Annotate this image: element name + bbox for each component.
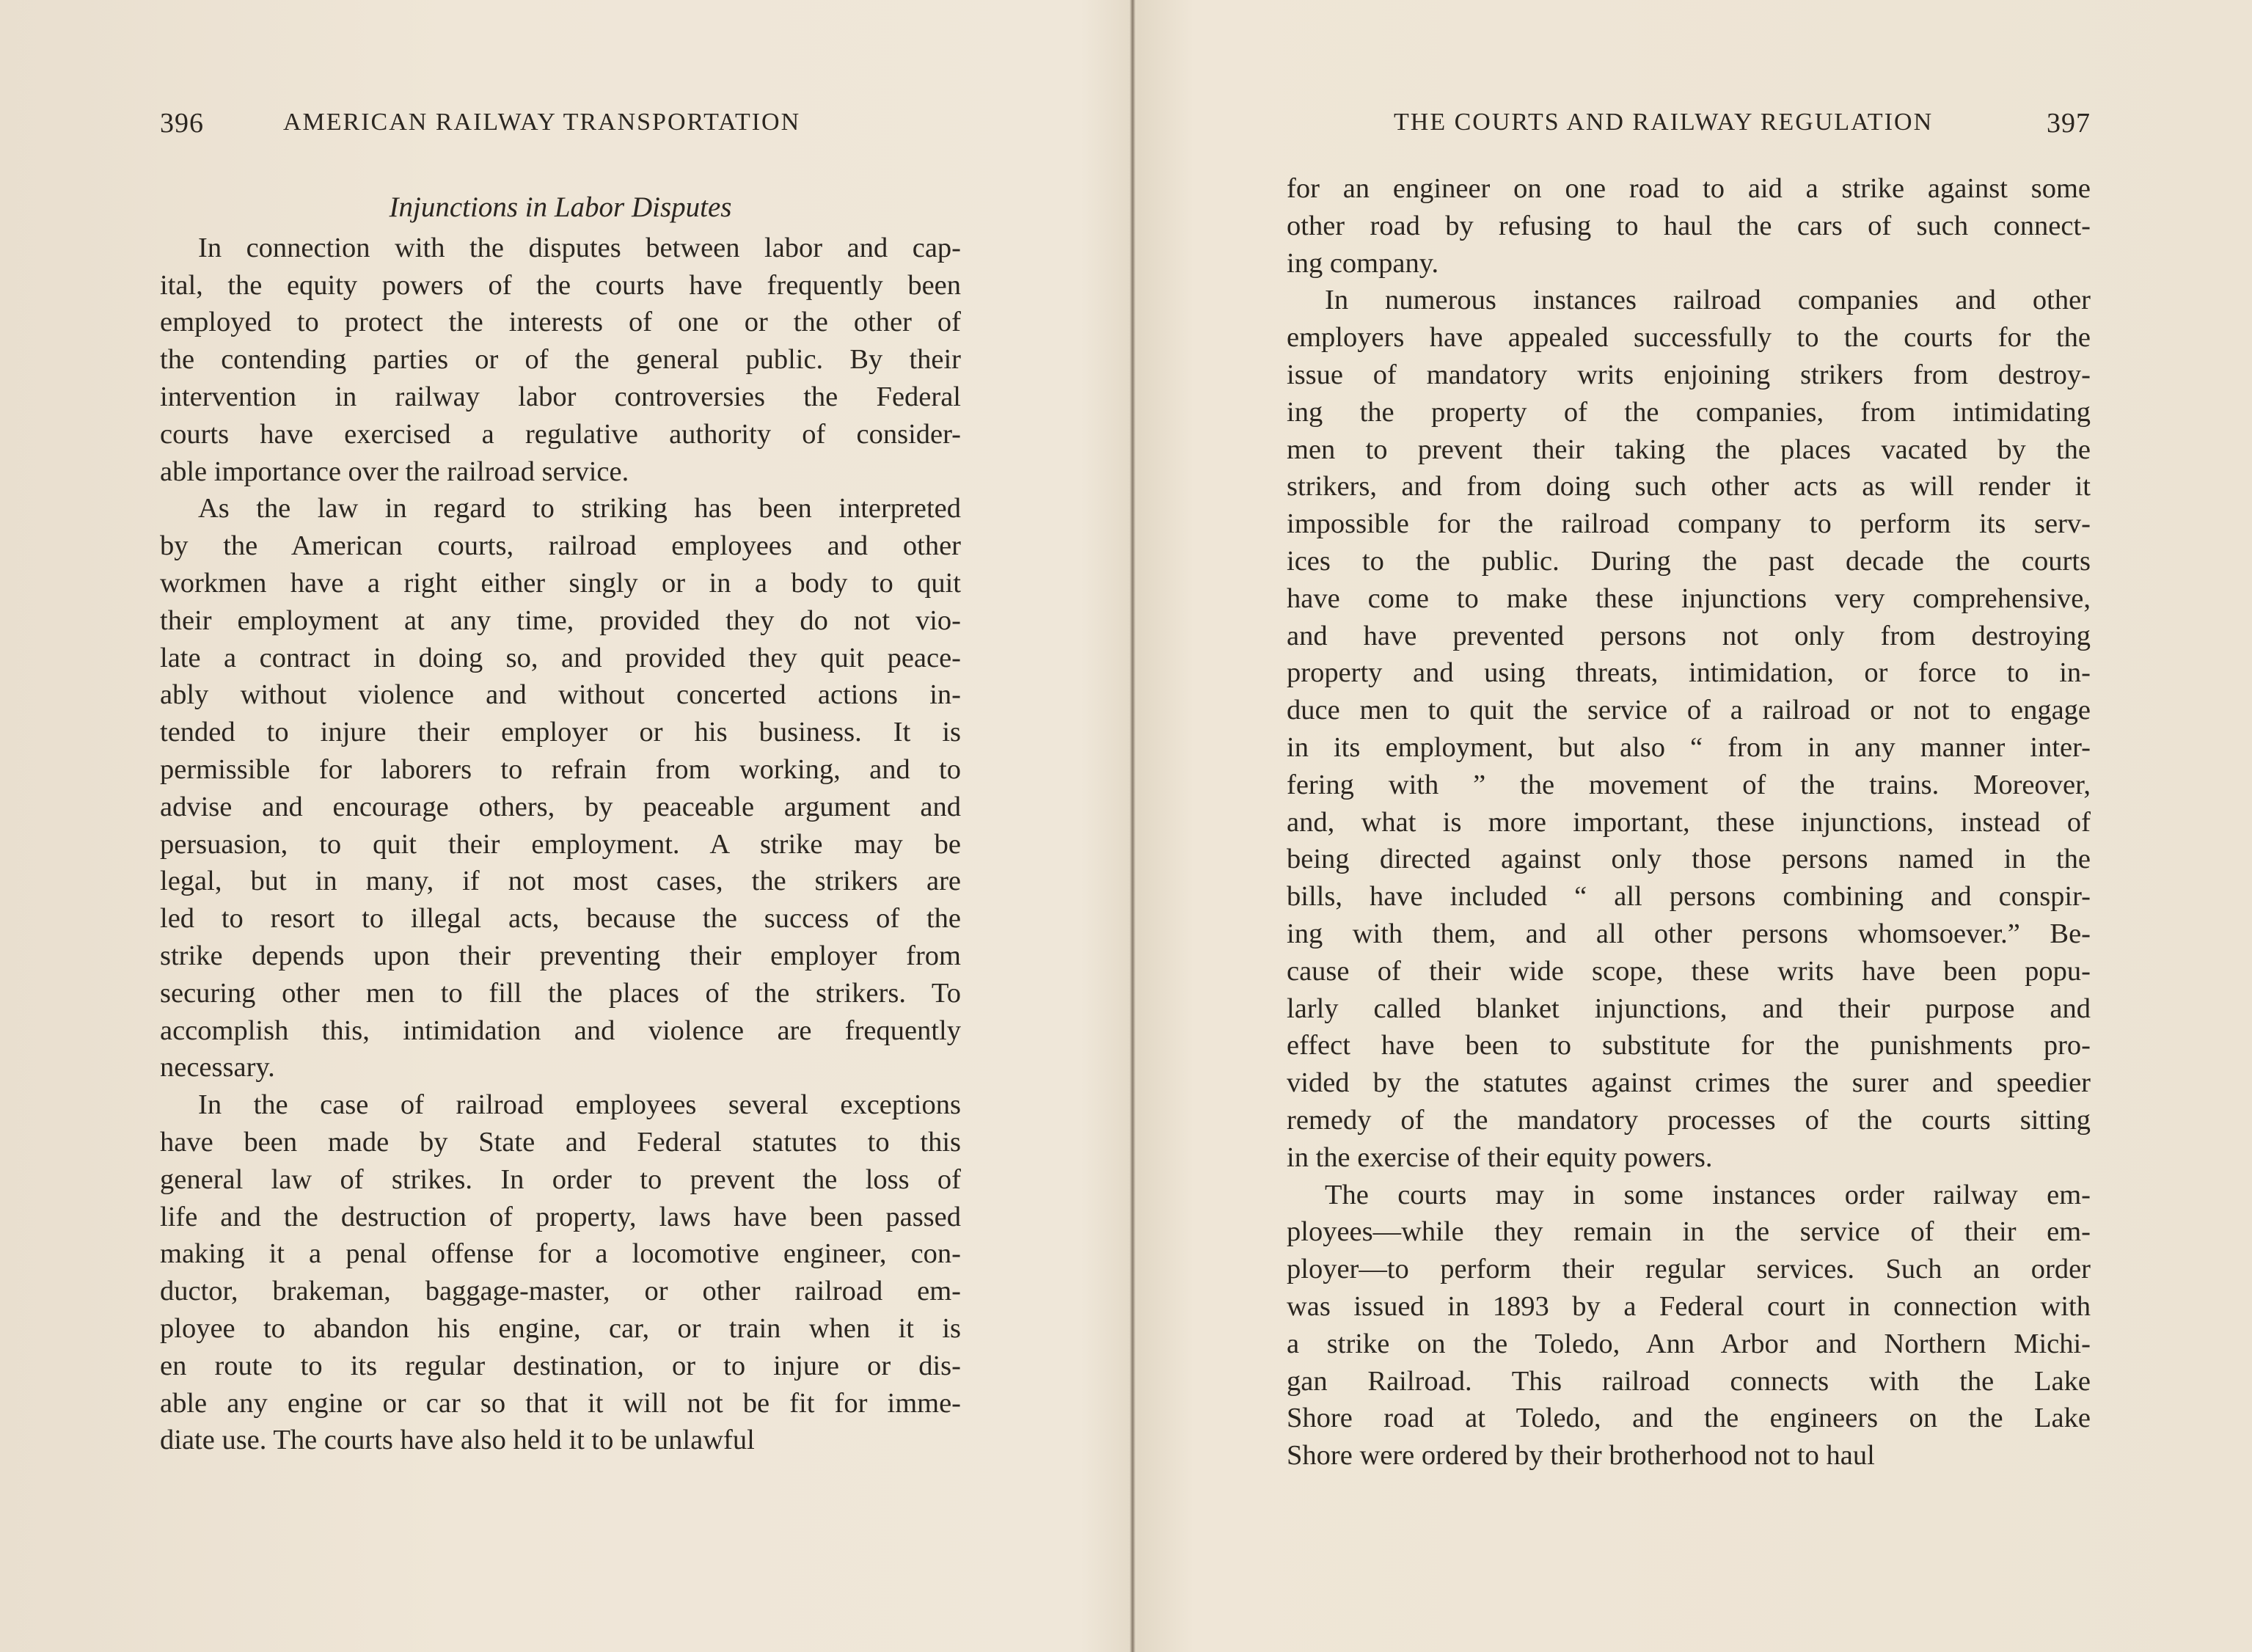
text-line: for an engineer on one road to aid a strike against some (1287, 173, 2091, 204)
text-line: vided by the statutes against crimes the surer and speedier (1287, 1067, 2091, 1099)
text-line: larly called blanket injunctions, and their purpose and (1287, 993, 2091, 1024)
text-line: ployees—while they remain in the service of their em- (1287, 1216, 2091, 1248)
text-line: impossible for the railroad company to perform its serv- (1287, 508, 2091, 540)
left-paragraphs (160, 230, 961, 1459)
text-line: ices to the public. During the past decade the courts (1287, 545, 2091, 577)
right-paragraphs (1287, 170, 2091, 1474)
text-line: property and using threats, intimidation, or force to in- (1287, 657, 2091, 689)
text-line: have been made by State and Federal statutes to this (160, 1126, 961, 1158)
text-line: ing company. (1287, 247, 1439, 279)
text-line: able any engine or car so that it will not be fit for imme- (160, 1387, 961, 1419)
text-line: diate use. The courts have also held it to be unlawful (160, 1425, 755, 1456)
text-line: necessary. (160, 1052, 275, 1083)
text-line: intervention in railway labor controversies the Federal (160, 381, 961, 412)
text-line: effect have been to substitute for the punishments pro- (1287, 1030, 2091, 1061)
text-line: have come to make these injunctions very comprehensive, (1287, 582, 2091, 614)
right-running-head (1287, 107, 2091, 139)
text-line: the contending parties or of the general public. By their (160, 344, 961, 376)
text-line: workmen have a right either singly or in a body to quit (160, 567, 961, 599)
section-heading: Injunctions in Labor Disputes (389, 191, 732, 223)
text-line: legal, but in many, if not most cases, the strikers are (160, 866, 961, 897)
text-line: In the case of railroad employees several exceptions (198, 1089, 961, 1121)
text-line: in the exercise of their equity powers. (1287, 1141, 1713, 1173)
text-line: strikers, and from doing such other acts as will render it (1287, 471, 2091, 502)
text-line: and, what is more important, these injunctions, instead of (1287, 806, 2091, 838)
text-line: late a contract in doing so, and provided they quit peace- (160, 642, 961, 673)
text-line: persuasion, to quit their employment. A strike may be (160, 828, 961, 860)
text-line: cause of their wide scope, these writs have been popu- (1287, 955, 2091, 987)
text-line: general law of strikes. In order to prevent the loss of (160, 1163, 961, 1195)
left-page (160, 0, 961, 1652)
text-line: other road by refusing to haul the cars of such connect- (1287, 210, 2091, 241)
text-line: making it a penal offense for a locomotive engineer, con- (160, 1238, 961, 1270)
paragraph (1287, 170, 2091, 282)
book-gutter (1130, 0, 1136, 1652)
text-line: a strike on the Toledo, Ann Arbor and Northern Michi- (1287, 1328, 2091, 1359)
text-line: ably without violence and without concerted actions in- (160, 679, 961, 711)
text-line: life and the destruction of property, laws have been passed (160, 1201, 961, 1232)
paragraph (160, 490, 961, 1086)
text-line: advise and encourage others, by peaceable argument and (160, 791, 961, 822)
text-line: The courts may in some instances order railway em- (1325, 1179, 2091, 1210)
text-line: tended to injure their employer or his business. It is (160, 717, 961, 748)
text-line: employers have appealed successfully to the courts for the (1287, 322, 2091, 354)
text-line: ing the property of the companies, from intimidating (1287, 396, 2091, 428)
text-line: their employment at any time, provided they do not vio- (160, 604, 961, 636)
text-line: and have prevented persons not only from destroying (1287, 620, 2091, 651)
right-page-body (1287, 170, 2091, 1474)
right-page (1287, 0, 2091, 1652)
left-running-title: AMERICAN RAILWAY TRANSPORTATION (283, 109, 801, 136)
text-line: gan Railroad. This railroad connects with the Lake (1287, 1365, 2091, 1397)
paragraph (1287, 1177, 2091, 1474)
left-page-number: 396 (160, 108, 204, 139)
text-line: permissible for laborers to refrain from working, and to (160, 753, 961, 785)
text-line: ployee to abandon his engine, car, or train when it is (160, 1312, 961, 1344)
text-line: in its employment, but also “ from in any manner inter- (1287, 731, 2091, 763)
text-line: en route to its regular destination, or to injure or dis- (160, 1350, 961, 1381)
text-line: by the American courts, railroad employees and other (160, 530, 961, 562)
left-running-head (160, 107, 961, 139)
paragraph (160, 230, 961, 491)
right-running-title: THE COURTS AND RAILWAY REGULATION (1394, 109, 1934, 136)
text-line: In numerous instances railroad companies and other (1325, 285, 2091, 316)
text-line: able importance over the railroad service. (160, 456, 629, 487)
paragraph (1287, 282, 2091, 1176)
text-line: In connection with the disputes between labor and cap- (198, 232, 961, 263)
text-line: Shore were ordered by their brotherhood not to haul (1287, 1440, 1875, 1472)
text-line: led to resort to illegal acts, because the success of the (160, 903, 961, 935)
text-line: ing with them, and all other persons whomsoever.” Be- (1287, 918, 2091, 949)
right-page-number: 397 (2047, 108, 2091, 139)
text-line: accomplish this, intimidation and violence are frequently (160, 1015, 961, 1046)
text-line: securing other men to fill the places of the strikers. To (160, 977, 961, 1009)
text-line: was issued in 1893 by a Federal court in connection with (1287, 1290, 2091, 1322)
text-line: ductor, brakeman, baggage-master, or other railroad em- (160, 1276, 961, 1307)
text-line: duce men to quit the service of a railroad or not to engage (1287, 695, 2091, 726)
text-line: bills, have included “ all persons combining and conspir- (1287, 881, 2091, 913)
text-line: strike depends upon their preventing their employer from (160, 940, 961, 971)
text-line: fering with ” the movement of the trains. Moreover, (1287, 769, 2091, 800)
text-line: men to prevent their taking the places vacated by the (1287, 434, 2091, 465)
text-line: courts have exercised a regulative authority of consider- (160, 418, 961, 450)
paragraph (160, 1086, 961, 1459)
text-line: employed to protect the interests of one or the other of (160, 307, 961, 338)
left-page-body (160, 173, 961, 1459)
text-line: remedy of the mandatory processes of the courts sitting (1287, 1104, 2091, 1136)
text-line: ployer—to perform their regular services. Such an order (1287, 1254, 2091, 1285)
text-line: Shore road at Toledo, and the engineers on the Lake (1287, 1403, 2091, 1434)
text-line: ital, the equity powers of the courts have frequently been (160, 269, 961, 301)
text-line: As the law in regard to striking has been interpreted (198, 493, 961, 525)
text-line: issue of mandatory writs enjoining strikers from destroy- (1287, 359, 2091, 390)
text-line: being directed against only those persons named in the (1287, 844, 2091, 875)
